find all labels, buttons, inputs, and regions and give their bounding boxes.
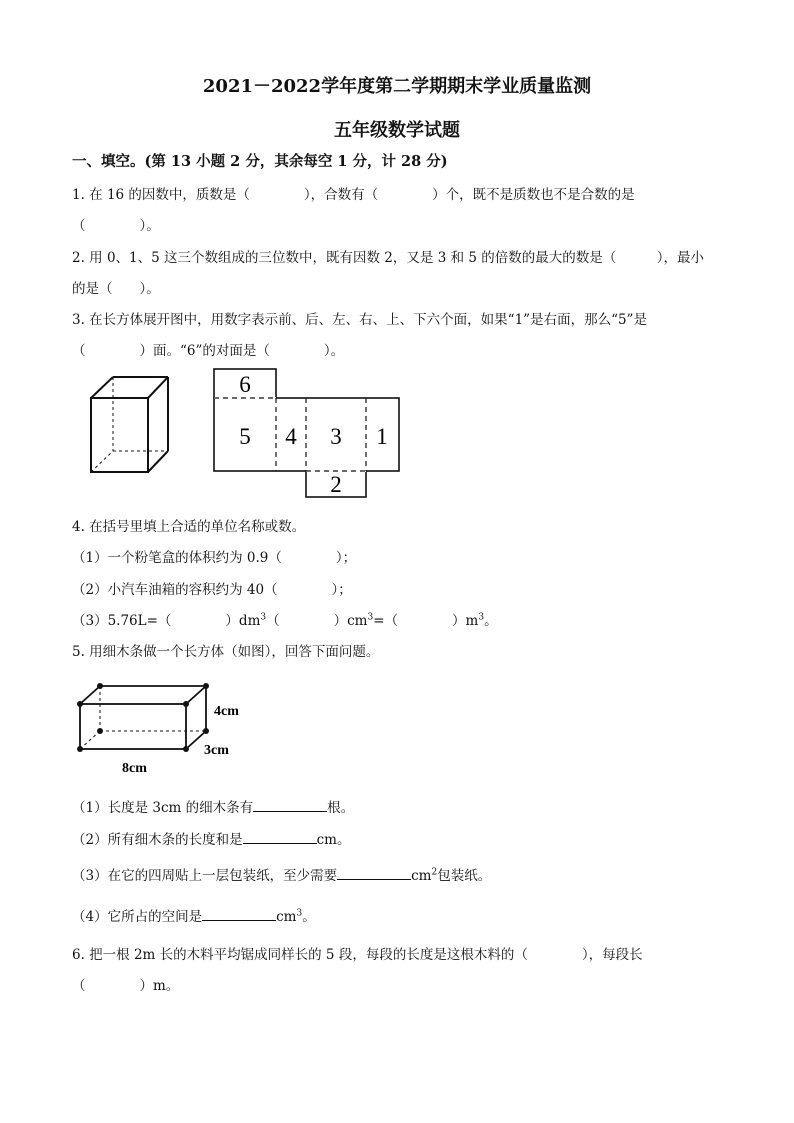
q1-line2: （ ）。 xyxy=(72,218,160,234)
wood-cuboid-figure xyxy=(74,680,254,780)
q2-line2: 的是（ ）。 xyxy=(72,281,160,297)
q5-item1-text-b: 根。 xyxy=(327,800,355,816)
q4-item3-sup-3: 3 xyxy=(478,612,485,623)
q5-item4-text-c: 。 xyxy=(302,909,316,925)
q5-item4-blank[interactable] xyxy=(202,908,276,921)
exam-title: 2021－2022学年度第二学期期末学业质量监测 xyxy=(202,76,592,97)
net-label-2: 2 xyxy=(330,472,342,497)
cuboid-net-figure xyxy=(212,366,404,500)
q4-item3 xyxy=(72,609,498,629)
net-label-6: 6 xyxy=(239,372,251,397)
net-label-3: 3 xyxy=(330,424,342,449)
q5-item4 xyxy=(72,905,316,925)
q5-item3 xyxy=(72,864,491,884)
q2-line1: 2. 用 0、1、5 这三个数组成的三位数中，既有因数 2，又是 3 和 5 的倍数的最大的数是（ ），最小 xyxy=(72,250,704,266)
q5-item2-text-a: （2）所有细木条的长度和是 xyxy=(72,832,243,848)
q4-stem: 4. 在括号里填上合适的单位名称或数。 xyxy=(72,519,306,535)
q1-line1: 1. 在 16 的因数中，质数是（ ），合数有（ ）个，既不是质数也不是合数的是 xyxy=(72,187,635,203)
q4-item3-part-c: =（ ）m xyxy=(373,613,479,629)
q5-item4-text-a: （4）它所占的空间是 xyxy=(72,909,203,925)
q5-item4-sup: 3 xyxy=(296,908,303,919)
q5-item3-text-a: （3）在它的四周贴上一层包装纸，至少需要 xyxy=(72,868,338,884)
q4-item3-sup-1: 3 xyxy=(260,612,267,623)
net-label-4: 4 xyxy=(285,424,297,449)
q5-item4-text-b: cm xyxy=(276,909,297,925)
net-label-1: 1 xyxy=(376,424,388,449)
q6-line1: 6. 把一根 2m 长的木料平均锯成同样长的 5 段，每段的长度是这根木料的（ ），每段长 xyxy=(72,947,643,963)
q4-item2: （2）小汽车油箱的容积约为 40（ ）； xyxy=(72,582,352,598)
exam-subtitle: 五年级数学试题 xyxy=(334,120,460,141)
q5-item2 xyxy=(72,828,350,848)
q6-line2: （ ）m。 xyxy=(72,978,180,994)
q4-item3-part-a: （3）5.76L=（ ）dm xyxy=(72,613,261,629)
q4-item3-part-d: 。 xyxy=(484,613,498,629)
q4-item3-part-b: （ ）cm xyxy=(266,613,368,629)
q5-item2-blank[interactable] xyxy=(243,831,317,844)
dim-height-label: 4cm xyxy=(214,704,239,719)
q5-item3-sup: 2 xyxy=(431,867,438,878)
q5-item1-blank[interactable] xyxy=(253,799,327,812)
cuboid-figure xyxy=(86,374,172,476)
q5-item3-text-c: 包装纸。 xyxy=(437,868,492,884)
dim-length-label: 8cm xyxy=(122,761,147,776)
q5-item1 xyxy=(72,796,354,816)
q4-item1: （1）一个粉笔盒的体积约为 0.9（ ）； xyxy=(72,550,357,566)
q3-line2: （ ）面。“6”的对面是（ ）。 xyxy=(72,343,345,359)
q5-item2-text-b: cm。 xyxy=(316,832,351,848)
q5-item1-text-a: （1）长度是 3cm 的细木条有 xyxy=(72,800,254,816)
q3-line1: 3. 在长方体展开图中，用数字表示前、后、左、右、上、下六个面，如果“1”是右面，那么“5”是 xyxy=(72,312,647,328)
net-label-5: 5 xyxy=(239,424,251,449)
q5-item3-text-b: cm xyxy=(411,868,432,884)
section-heading: 一、填空。(第 13 小题 2 分，其余每空 1 分，计 28 分) xyxy=(72,153,448,170)
q4-item3-sup-2: 3 xyxy=(367,612,374,623)
q5-stem: 5. 用细木条做一个长方体（如图），回答下面问题。 xyxy=(72,644,380,660)
q5-item3-blank[interactable] xyxy=(337,867,411,880)
dim-width-label: 3cm xyxy=(204,743,229,758)
